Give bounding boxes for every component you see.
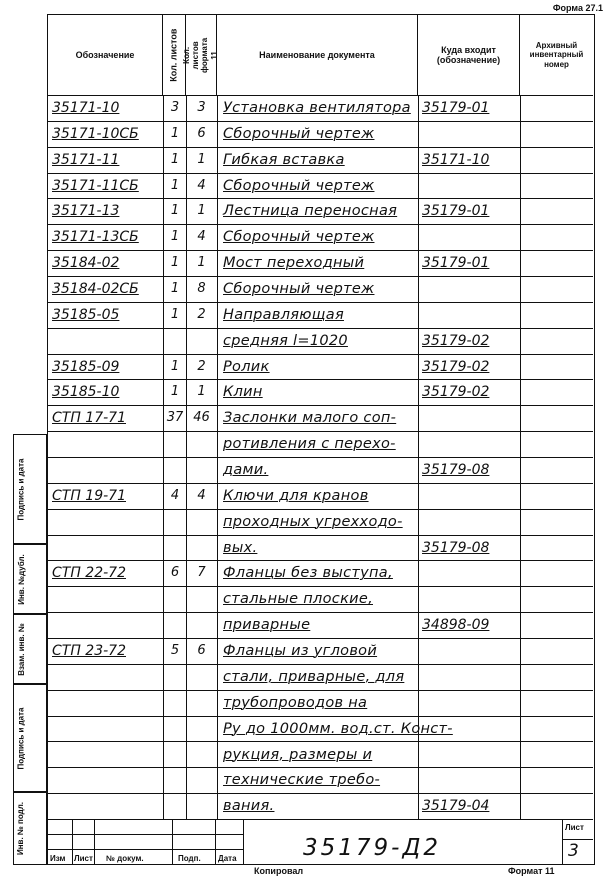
table-row (48, 612, 593, 638)
row-designation (52, 743, 164, 767)
row-sheet-count-a11: 46 (193, 410, 210, 426)
title-col-1 (72, 819, 73, 865)
row-doc-name: средняя l=1020 (223, 332, 348, 349)
title-block (48, 819, 593, 865)
row-where-used (422, 768, 518, 792)
row-doc-name: Сборочный чертеж (223, 281, 375, 298)
table-row (48, 483, 593, 509)
row-designation: 35185-10 (52, 384, 120, 401)
row-doc-name: дами. (223, 462, 269, 479)
row-doc-name: вых. (223, 539, 258, 556)
row-designation (52, 432, 164, 456)
row-sheet-count: 1 (170, 306, 180, 322)
row-sheet-count-a11: 1 (197, 255, 206, 271)
row-sheet-count: 1 (170, 358, 180, 374)
table-row (48, 793, 593, 819)
table-row (48, 457, 593, 483)
table-row (48, 121, 593, 147)
side-label-replace: Взам. инв. № (16, 622, 26, 676)
row-designation: СТП 19-71 (52, 487, 126, 504)
table-row (48, 302, 593, 328)
row-where-used (422, 484, 518, 508)
tb-sheet-label: Лист (565, 823, 584, 832)
row-sheet-count (166, 536, 184, 560)
row-sheet-count: 1 (170, 229, 180, 245)
row-doc-name: Сборочный чертеж (223, 125, 375, 142)
row-designation (52, 691, 164, 715)
row-designation (52, 665, 164, 689)
row-designation (52, 794, 164, 818)
row-sheet-count: 4 (170, 487, 180, 503)
row-doc-name: Сборочный чертеж (223, 229, 375, 246)
row-sheet-count: 1 (170, 384, 180, 400)
title-col-2 (94, 819, 95, 865)
tb-label-date: Дата (218, 854, 237, 863)
row-sheet-count (166, 432, 184, 456)
row-sheet-count-a11 (189, 458, 214, 482)
table-row (48, 535, 593, 561)
row-sheet-count (166, 613, 184, 637)
row-where-used: 35179-08 (422, 539, 490, 556)
sheet-number: 3 (568, 841, 579, 861)
tb-label-izm: Изм (50, 854, 66, 863)
title-sheet-line (562, 839, 593, 840)
row-doc-name: стали, приварные, для (223, 668, 405, 685)
row-sheet-count: 1 (170, 125, 180, 141)
row-sheet-count-a11: 1 (197, 151, 206, 167)
row-doc-name: приварные (223, 617, 311, 634)
title-col-5 (243, 819, 244, 865)
table-row (48, 379, 593, 405)
row-doc-name: Ролик (223, 358, 270, 375)
row-sheet-count: 37 (166, 410, 184, 426)
row-doc-name: стальные плоские, (223, 591, 373, 608)
row-designation (52, 510, 164, 534)
row-sheet-count-a11 (189, 691, 214, 715)
row-sheet-count (166, 510, 184, 534)
table-row (48, 586, 593, 612)
row-doc-name: технические требо- (223, 772, 381, 789)
row-designation: 35171-10 (52, 100, 120, 116)
header-where-used: Куда входит (обозначение) (418, 15, 520, 95)
row-sheet-count: 1 (170, 255, 180, 271)
row-sheet-count-a11: 8 (197, 281, 206, 297)
row-designation: 35184-02СБ (52, 281, 139, 298)
row-sheet-count-a11: 4 (197, 229, 206, 245)
table-row (48, 173, 593, 199)
row-sheet-count (166, 691, 184, 715)
header-sheet-count: Кол. листов (163, 15, 186, 95)
row-doc-name: Установка вентилятора (223, 100, 411, 116)
header-sheet-count-a11: Кол. листов формата 11 (186, 15, 217, 95)
row-where-used: 35179-01 (422, 100, 490, 116)
title-col-4 (215, 819, 216, 865)
row-sheet-count: 5 (170, 643, 180, 659)
row-where-used: 34898-09 (422, 617, 490, 634)
row-sheet-count: 1 (170, 177, 180, 193)
row-sheet-count-a11: 3 (197, 100, 206, 115)
row-designation (52, 329, 164, 353)
row-doc-name: Ру до 1000мм. вод.ст. Конст- (223, 720, 453, 737)
row-sheet-count: 1 (170, 151, 180, 167)
header-doc-name: Наименование документа (217, 15, 418, 95)
row-designation (52, 458, 164, 482)
footer-copied: Копировал (254, 866, 304, 876)
table-row (48, 405, 593, 431)
row-sheet-count (166, 458, 184, 482)
row-sheet-count-a11 (189, 794, 214, 818)
table-row (48, 224, 593, 250)
table-row (48, 95, 593, 121)
row-where-used (422, 717, 518, 741)
row-designation (52, 717, 164, 741)
row-sheet-count (166, 794, 184, 818)
table-row (48, 198, 593, 224)
table-row (48, 354, 593, 380)
table-row (48, 767, 593, 793)
row-where-used (422, 510, 518, 534)
row-designation (52, 536, 164, 560)
row-designation: СТП 23-72 (52, 643, 126, 660)
title-line-1 (48, 834, 243, 835)
row-sheet-count (166, 743, 184, 767)
row-where-used: 35179-01 (422, 203, 490, 220)
row-where-used (422, 639, 518, 663)
tb-label-list: Лист (74, 854, 93, 863)
row-designation: 35184-02 (52, 255, 120, 272)
row-designation: СТП 22-72 (52, 565, 126, 582)
footer-format: Формат 11 (508, 866, 555, 876)
row-sheet-count-a11 (189, 432, 214, 456)
row-doc-name: Сборочный чертеж (223, 177, 375, 194)
side-label-signature-2: Подпись и дата (16, 707, 26, 769)
title-col-6 (562, 819, 563, 865)
header-designation: Обозначение (48, 15, 163, 95)
row-sheet-count-a11: 1 (197, 203, 206, 219)
row-doc-name: Гибкая вставка (223, 151, 345, 168)
row-sheet-count-a11 (189, 587, 214, 611)
row-designation: СТП 17-71 (52, 410, 126, 427)
row-designation: 35185-05 (52, 306, 120, 323)
row-where-used (422, 174, 518, 198)
title-line-2 (48, 849, 243, 850)
row-where-used (422, 122, 518, 146)
row-where-used (422, 587, 518, 611)
row-doc-name: ротивления с перехо- (223, 436, 396, 453)
row-where-used (422, 691, 518, 715)
document-sheet (47, 14, 595, 865)
row-where-used (422, 743, 518, 767)
table-row (48, 638, 593, 664)
row-sheet-count-a11: 4 (197, 487, 206, 503)
row-doc-name: Мост переходный (223, 255, 365, 272)
row-sheet-count: 1 (170, 281, 180, 297)
row-doc-name: трубопроводов на (223, 694, 368, 711)
table-row (48, 716, 593, 742)
table-row (48, 742, 593, 768)
row-sheet-count (166, 329, 184, 353)
row-doc-name: Заслонки малого соп- (223, 410, 397, 427)
row-doc-name: вания. (223, 798, 275, 815)
row-designation (52, 768, 164, 792)
row-sheet-count-a11 (189, 665, 214, 689)
row-sheet-count-a11: 4 (197, 177, 206, 193)
tb-label-doc: № докум. (106, 854, 144, 863)
side-label-original: Инв. № подл. (16, 801, 26, 856)
row-sheet-count-a11: 6 (197, 643, 206, 659)
row-sheet-count-a11 (189, 613, 214, 637)
row-designation: 35171-11 (52, 151, 120, 168)
table-row (48, 664, 593, 690)
row-sheet-count-a11: 2 (197, 306, 206, 322)
row-where-used: 35179-02 (422, 332, 490, 349)
row-doc-name: Лестница переносная (223, 203, 398, 220)
row-sheet-count (166, 587, 184, 611)
row-designation (52, 613, 164, 637)
row-sheet-count: 1 (170, 203, 180, 219)
row-where-used: 35179-02 (422, 384, 490, 401)
row-sheet-count-a11 (189, 536, 214, 560)
row-where-used: 35179-01 (422, 255, 490, 272)
row-sheet-count (166, 717, 184, 741)
table-row (48, 509, 593, 535)
row-where-used (422, 561, 518, 585)
title-top-line (48, 819, 593, 820)
row-doc-name: Ключи для кранов (223, 487, 369, 504)
table-row (48, 276, 593, 302)
row-where-used (422, 432, 518, 456)
row-sheet-count-a11 (189, 743, 214, 767)
table-row (48, 560, 593, 586)
row-where-used (422, 406, 518, 430)
side-label-dup: Инв. №дубл. (16, 553, 26, 605)
row-sheet-count-a11 (189, 768, 214, 792)
table-row (48, 328, 593, 354)
row-sheet-count: 3 (170, 100, 180, 115)
row-where-used (422, 303, 518, 327)
row-where-used: 35179-02 (422, 358, 490, 375)
row-doc-name: рукция, размеры и (223, 746, 373, 763)
row-where-used (422, 665, 518, 689)
tb-label-sign: Подп. (178, 854, 201, 863)
title-col-3 (172, 819, 173, 865)
row-sheet-count: 6 (170, 565, 180, 581)
row-sheet-count-a11: 2 (197, 358, 206, 374)
row-doc-name: Клин (223, 384, 263, 401)
row-designation: 35171-10СБ (52, 125, 139, 142)
form-label: Форма 27.1 (552, 3, 603, 13)
row-designation: 35171-13СБ (52, 229, 139, 246)
row-sheet-count-a11 (189, 329, 214, 353)
table-row (48, 431, 593, 457)
row-designation: 35185-09 (52, 358, 120, 375)
row-designation (52, 587, 164, 611)
row-where-used: 35171-10 (422, 151, 490, 168)
table-row (48, 147, 593, 173)
row-where-used: 35179-08 (422, 462, 490, 479)
table-row (48, 690, 593, 716)
side-label-signature-1: Подпись и дата (16, 458, 26, 520)
header-archive: Архивный инвентарный номер (529, 41, 584, 69)
row-doc-name: Фланцы из угловой (223, 643, 378, 660)
row-designation: 35171-11СБ (52, 177, 139, 194)
document-code: 35179-Д2 (303, 835, 442, 861)
table-row (48, 250, 593, 276)
row-where-used (422, 225, 518, 249)
row-where-used (422, 277, 518, 301)
row-where-used: 35179-04 (422, 798, 490, 815)
row-designation: 35171-13 (52, 203, 120, 220)
row-sheet-count-a11: 1 (197, 384, 206, 400)
row-sheet-count (166, 665, 184, 689)
row-sheet-count-a11 (189, 510, 214, 534)
row-sheet-count-a11: 7 (197, 565, 206, 581)
row-doc-name: Фланцы без выступа, (223, 565, 393, 582)
row-sheet-count-a11: 6 (197, 125, 206, 141)
row-doc-name: Направляющая (223, 306, 344, 323)
row-sheet-count-a11 (189, 717, 214, 741)
row-sheet-count (166, 768, 184, 792)
row-doc-name: проходных угрехходо- (223, 513, 403, 530)
